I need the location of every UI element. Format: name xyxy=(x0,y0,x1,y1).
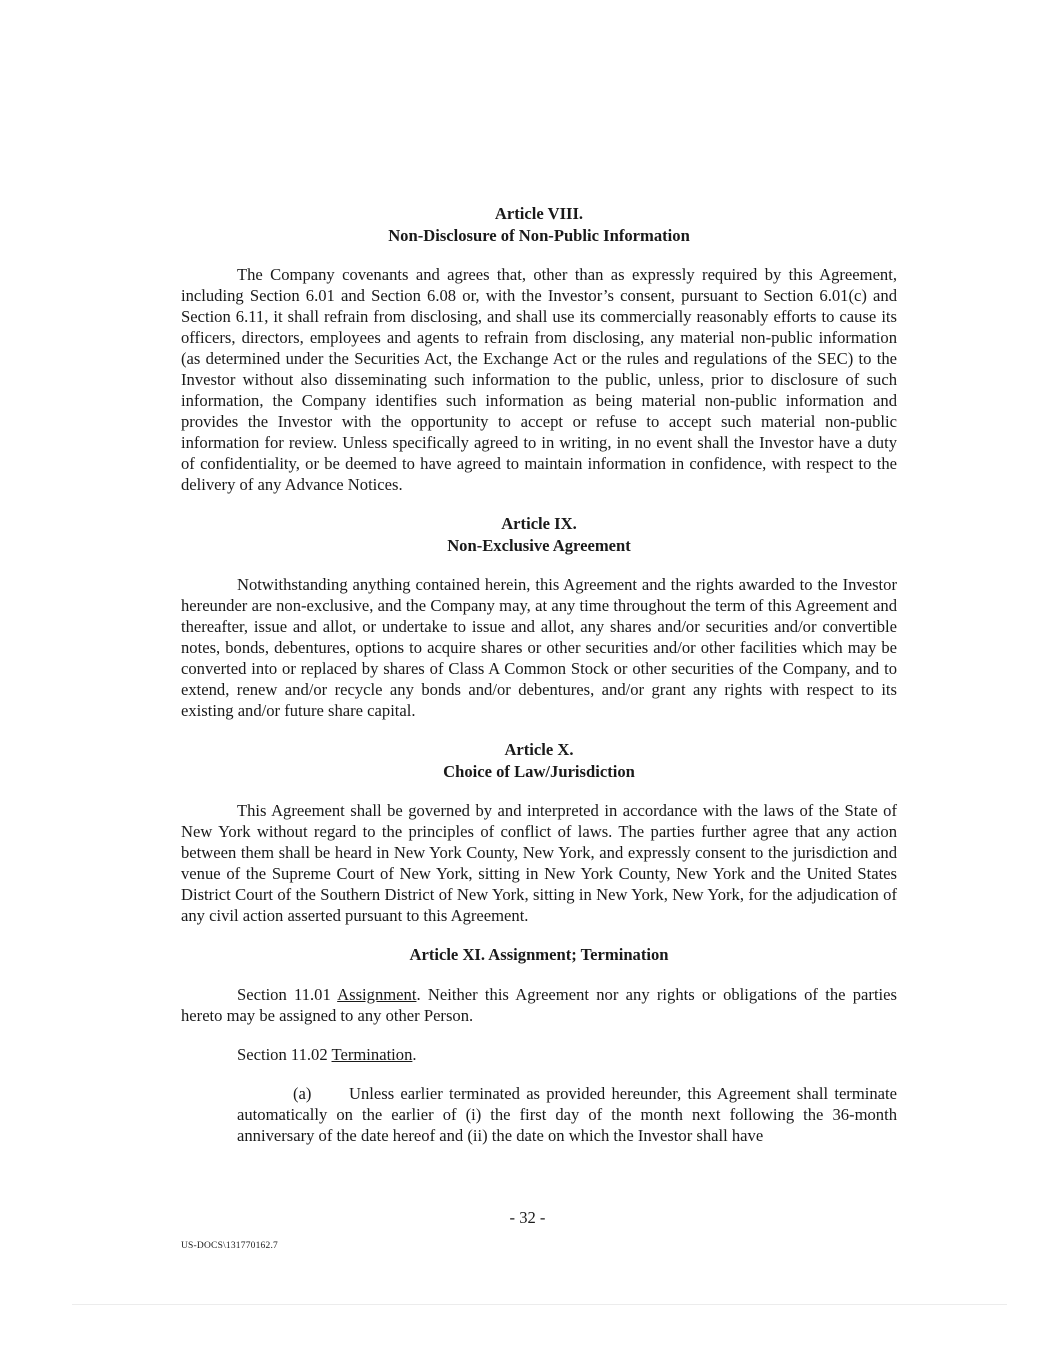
section-11-02 xyxy=(181,1044,897,1065)
section-11-01-number: Section 11.01 xyxy=(237,984,331,1004)
page-edge-divider xyxy=(72,1304,1007,1305)
section-11-01-text: . Neither this Agreement nor any rights or obligations of the parties hereto may be assigned to any other Person. xyxy=(181,984,897,1025)
article-xi-heading: Article XI. Assignment; Termination xyxy=(409,945,669,964)
section-11-02-number: Section 11.02 xyxy=(237,1044,328,1064)
article-viii-title: Non-Disclosure of Non-Public Information xyxy=(388,225,690,245)
section-11-02-a-marker: (a) xyxy=(293,1083,312,1103)
section-11-01 xyxy=(181,984,897,1026)
article-ix-body: Notwithstanding anything contained herein, this Agreement and the rights awarded to the Investor hereunder are non-exclusive, and the Company may, at any time throughout the term of this Agreement and thereafter, issue and allot, or undertake to issue and allot, any shares and/or securities and/or convertible notes, bonds, debentures, options to acquire shares or other securities and/or other facilities which may be converted into or replaced by shares of Class A Common Stock or other securities of the Company, and to extend, renew and/or recycle any bonds and/or debentures, and/or grant any rights with respect to its existing and/or future share capital. xyxy=(181,575,897,720)
section-11-01-caption: Assignment xyxy=(337,984,417,1004)
article-ix-number: Article IX. xyxy=(501,514,577,533)
document-page xyxy=(181,203,897,1146)
article-x-body: This Agreement shall be governed by and interpreted in accordance with the laws of the State of New York without regard to the principles of conflict of laws. The parties further agree that any action between them shall be heard in New York County, New York, and expressly consent to the jurisdiction and venue of the Supreme Court of New York, sitting in New York County, New York and the United States District Court of the Southern District of New York, sitting in New York, New York, for the adjudication of any civil action asserted pursuant to this Agreement. xyxy=(181,801,897,925)
page-number: - 32 - xyxy=(509,1208,546,1227)
document-id: US-DOCS\131770162.7 xyxy=(181,1241,278,1251)
section-11-02-trail: . xyxy=(412,1044,417,1064)
section-11-02-a xyxy=(237,1083,897,1146)
article-viii-number: Article VIII. xyxy=(494,204,584,223)
article-x-number: Article X. xyxy=(504,740,574,759)
article-x-title: Choice of Law/Jurisdiction xyxy=(443,761,635,781)
article-ix-title: Non-Exclusive Agreement xyxy=(447,535,631,555)
article-viii-body: The Company covenants and agrees that, other than as expressly required by this Agreement, including Section 6.01 and Section 6.08 or, with the Investor’s consent, pursuant to Section 6.01(c) and Section 6.11, it shall refrain from disclosing, and shall use its commercially reasonably efforts to cause its officers, directors, employees and agents to refrain from disclosing, any material non-public information (as determined under the Securities Act, the Exchange Act or the rules and regulations of the SEC) to the Investor without also disseminating such information to the public, unless, prior to disclosure of such information, the Company identifies such information as being material non-public information and provides the Investor with the opportunity to accept or refuse to accept such material non-public information for review. Unless specifically agreed to in writing, in no event shall the Investor have a duty of confidentiality, or be deemed to have agreed to maintain information in confidence, with respect to the delivery of any Advance Notices. xyxy=(181,265,897,494)
section-11-02-caption: Termination xyxy=(331,1044,413,1064)
section-11-02-a-text: Unless earlier terminated as provided hereunder, this Agreement shall terminate automatically on the earlier of (i) the first day of the month next following the 36-month anniversary of the date hereof and (ii) the date on which the Investor shall have xyxy=(237,1083,897,1145)
